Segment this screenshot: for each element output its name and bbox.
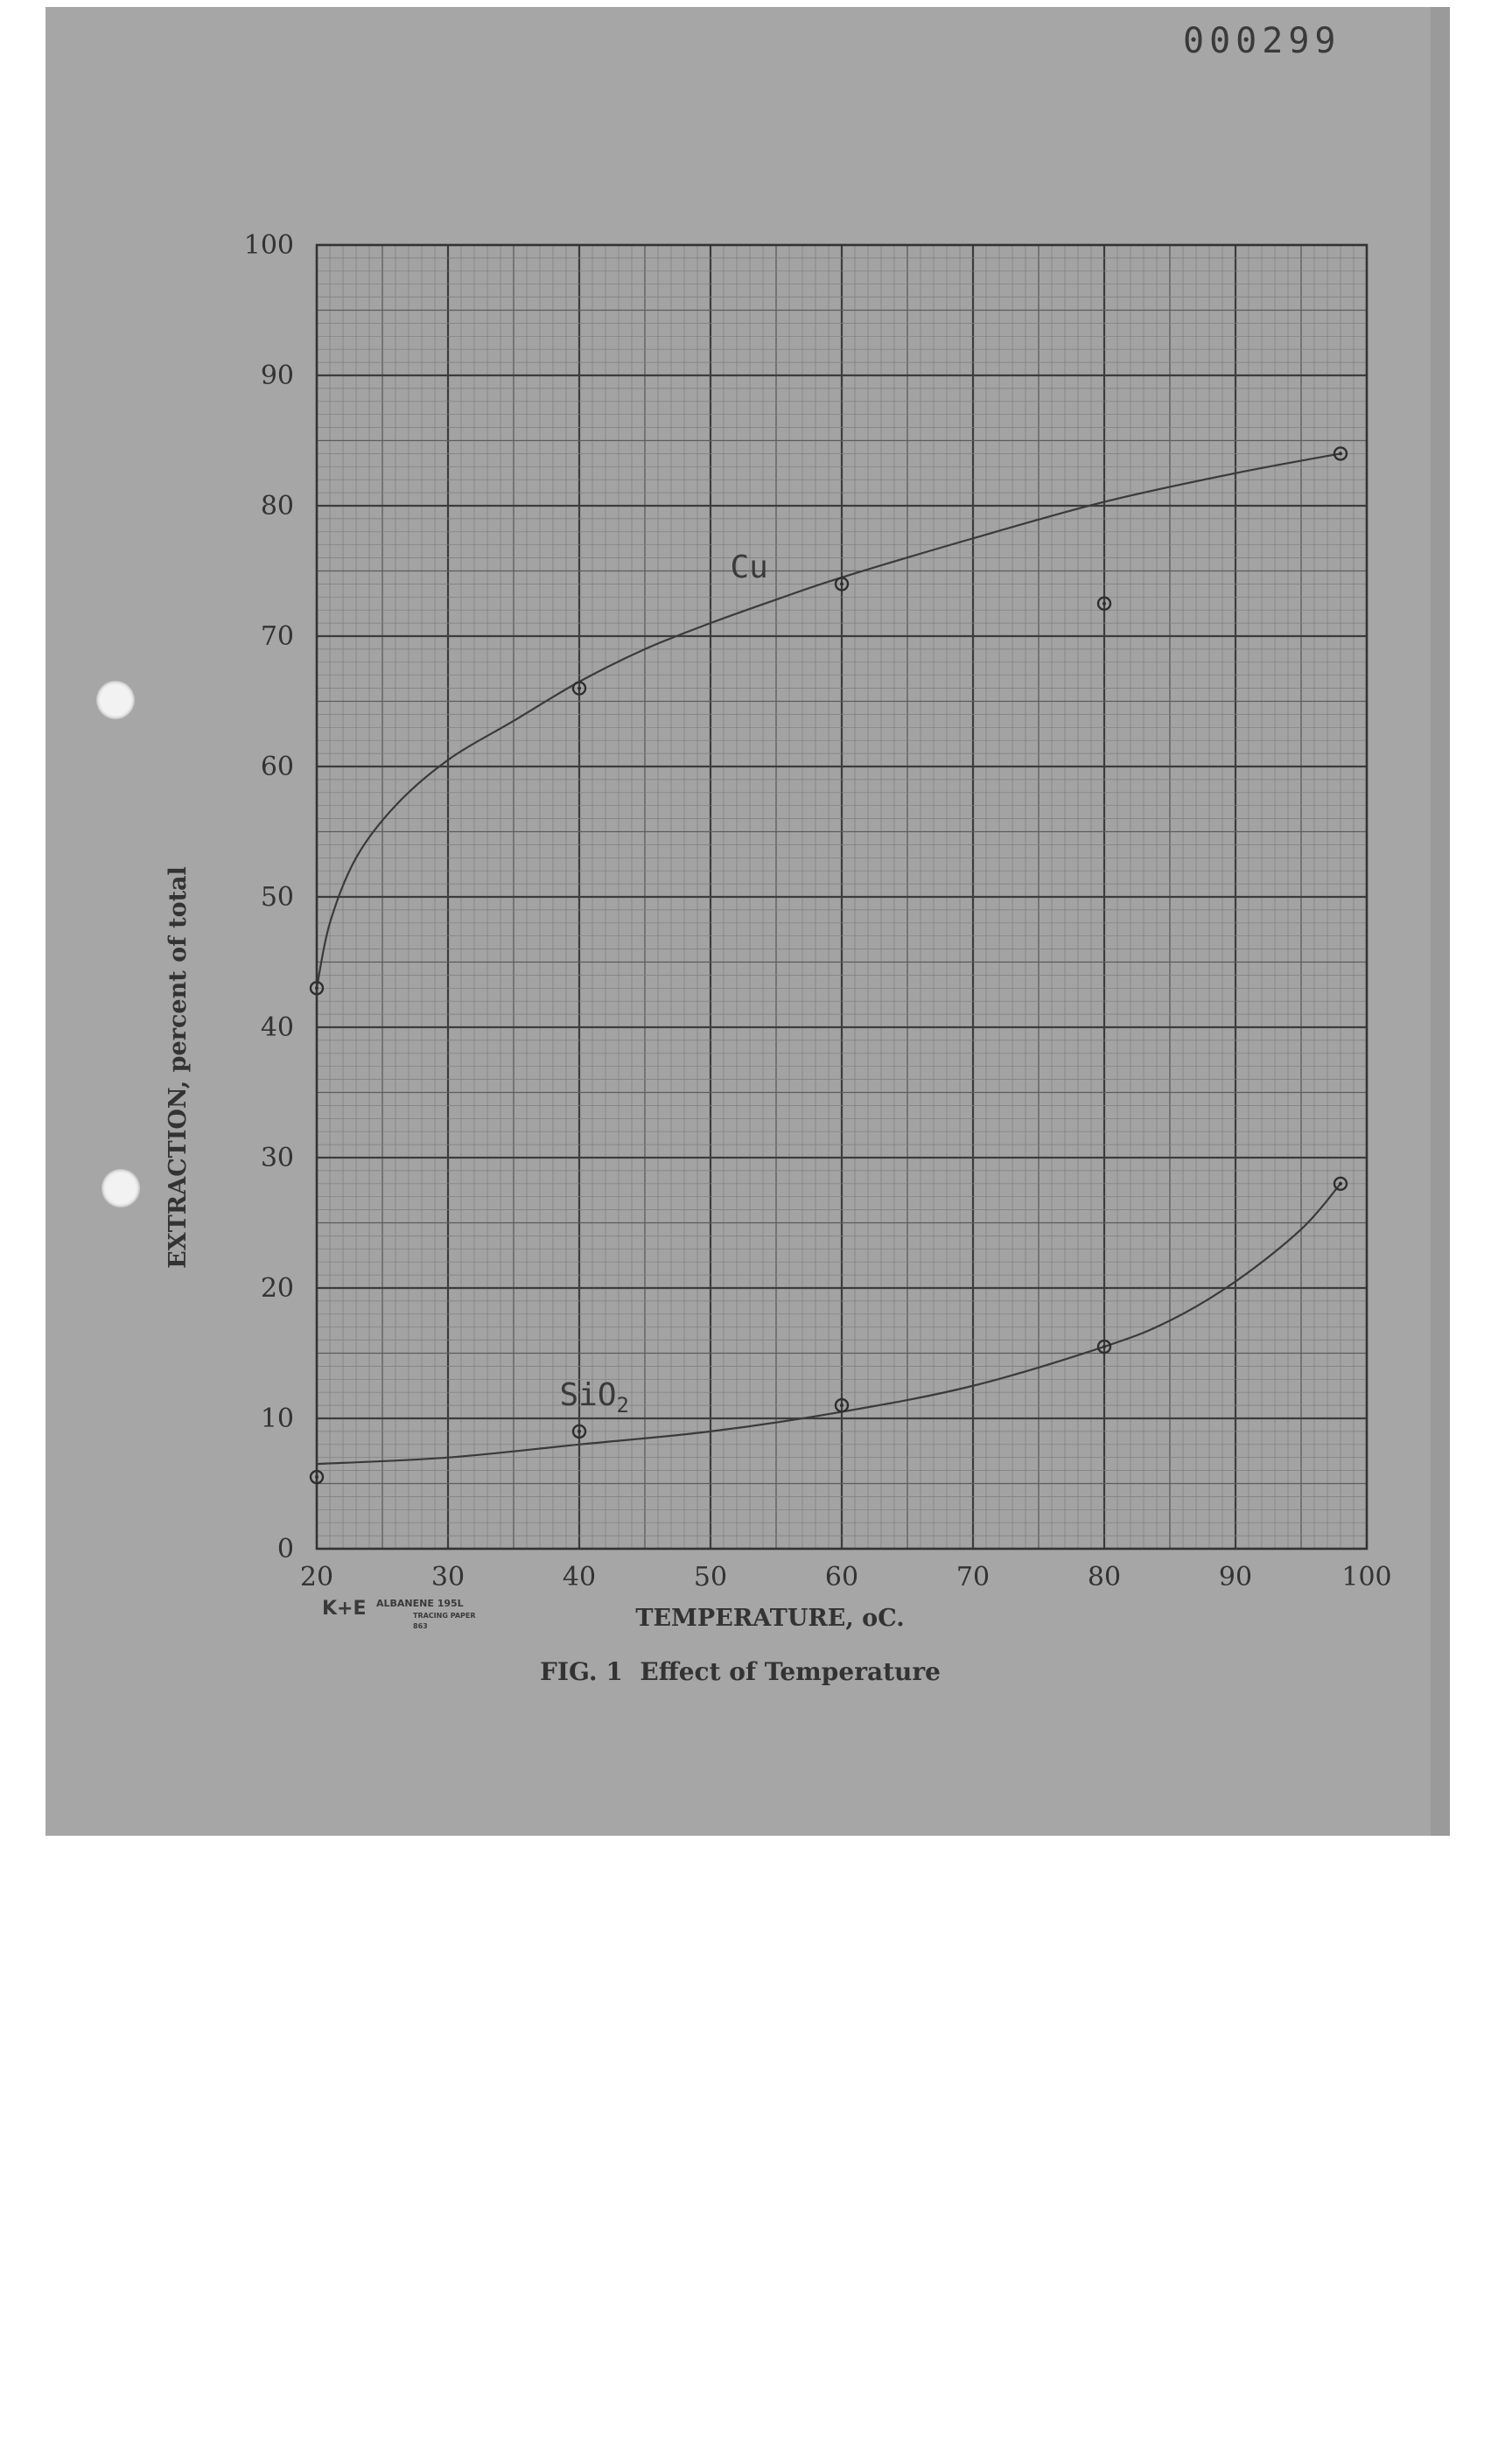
figure-caption: FIG. 1 Effect of Temperature — [540, 1657, 941, 1686]
data-point-center-sio2 — [1102, 1345, 1106, 1348]
y-tick-label: 70 — [260, 621, 294, 652]
x-tick-label: 70 — [956, 1562, 990, 1592]
data-point-center-sio2 — [578, 1430, 581, 1433]
x-tick-label: 30 — [430, 1562, 466, 1592]
y-tick-label: 60 — [260, 752, 294, 782]
chart-grid — [317, 245, 1367, 1549]
data-point-center-cu — [315, 986, 318, 990]
brand-line-1: ALBANENE 195L — [376, 1598, 464, 1609]
y-tick-label: 50 — [260, 882, 294, 913]
data-point-center-sio2 — [1339, 1182, 1342, 1186]
y-tick-label: 90 — [260, 360, 294, 391]
x-tick-label: 20 — [299, 1562, 334, 1592]
data-point-center-cu — [840, 582, 844, 585]
x-tick-label: 50 — [693, 1562, 728, 1592]
x-axis-title: TEMPERATURE, oC. — [635, 1605, 905, 1632]
data-point-center-sio2 — [840, 1404, 844, 1407]
x-tick-label: 40 — [562, 1562, 597, 1592]
y-axis-title: EXTRACTION, percent of total — [164, 866, 192, 1269]
brand-line-2: TRACING PAPER — [413, 1612, 476, 1620]
y-tick-label: 30 — [260, 1143, 294, 1173]
y-tick-label: 0 — [276, 1534, 294, 1564]
series-label-cu: Cu — [730, 549, 768, 585]
brand-line-3: 863 — [413, 1622, 428, 1630]
data-point-center-cu — [578, 687, 581, 690]
x-tick-label: 80 — [1087, 1562, 1122, 1592]
y-tick-label: 20 — [260, 1273, 294, 1304]
data-point-center-cu — [1102, 602, 1106, 606]
brand-logo: K+E — [322, 1598, 367, 1620]
x-tick-label: 90 — [1218, 1562, 1253, 1592]
series-label-sio2: SiO$_2$ — [559, 1377, 629, 1418]
document-number: 000299 — [1183, 21, 1341, 61]
data-point-center-sio2 — [315, 1475, 318, 1479]
y-tick-label: 80 — [260, 491, 294, 522]
x-tick-label: 60 — [824, 1562, 859, 1592]
series-label-sio2-subscript: 2 — [616, 1393, 629, 1418]
y-tick-label: 10 — [260, 1404, 294, 1434]
y-tick-label: 40 — [260, 1012, 294, 1043]
x-tick-label: 100 — [1341, 1562, 1392, 1592]
data-point-center-cu — [1339, 452, 1342, 455]
y-tick-label: 100 — [243, 230, 294, 261]
